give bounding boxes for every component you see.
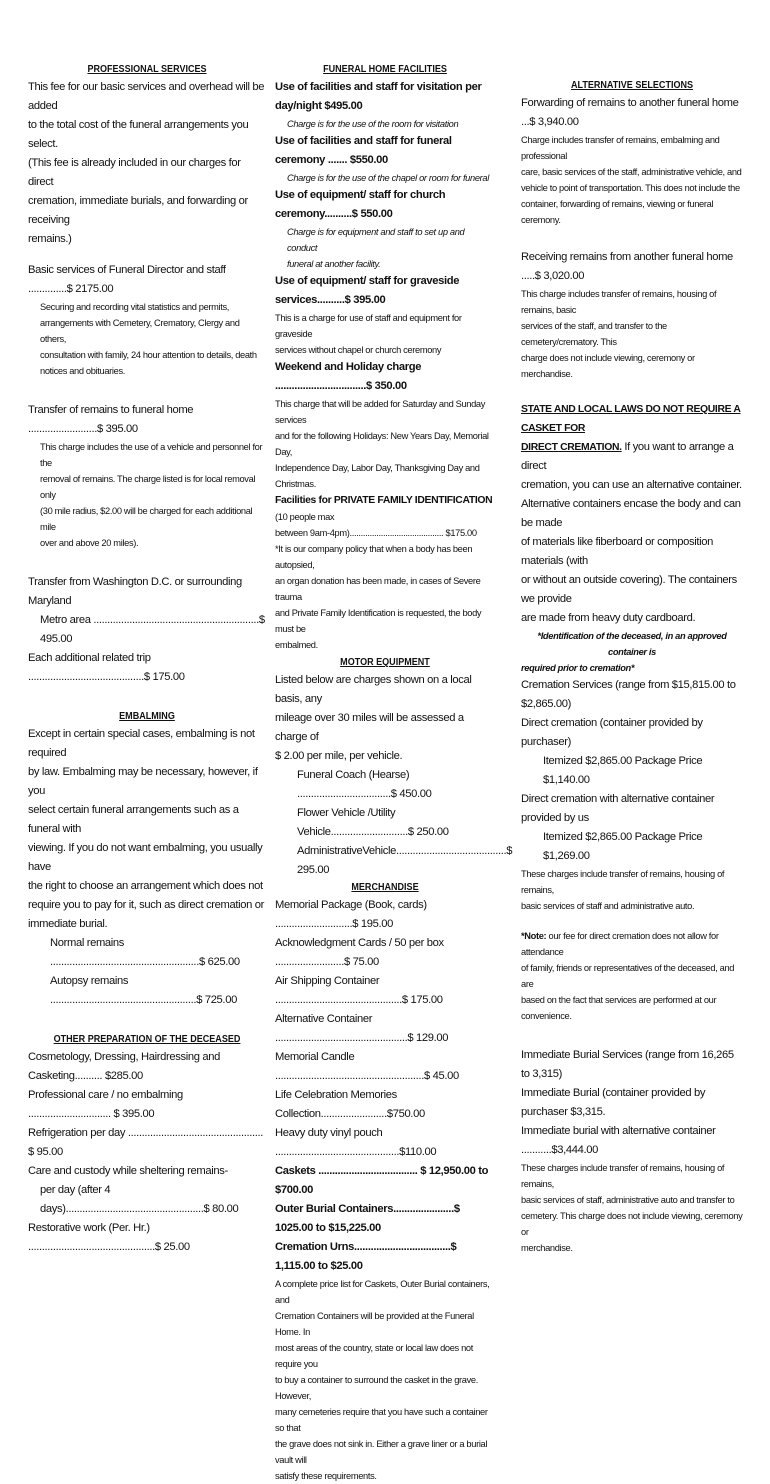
immediate-burial-alternative: Immediate burial with alternative container ...........$3,444.00 (521, 1125, 716, 1156)
direct-cremation-label: DIRECT CREMATION. (521, 442, 622, 453)
intro-line: cremation, immediate burials, and forwarding or receiving (28, 195, 248, 226)
basic-services-price: Basic services of Funeral Director and staff ..............$ 2175.00 (28, 264, 226, 295)
intro-line: This fee for our basic services and overhead will be added (28, 81, 265, 112)
receiving-desc-line: charge does not include viewing, ceremony or merchandise. (521, 353, 695, 379)
other-line: Cosmetology, Dressing, Hairdressing and Casketing.......... $285.00 (28, 1051, 220, 1082)
normal-remains-price: Normal remains ......................................................$ 625.00 (50, 937, 240, 968)
professional-intro (28, 78, 266, 249)
ceremony-price: Use of facilities and staff for funeral ceremony ....... $550.00 (275, 135, 452, 166)
caskets-price: Caskets .................................... $ 12,950.00 to $700.00 (275, 1165, 489, 1196)
merchandise-desc-line: satisfy these requirements. (275, 1471, 377, 1481)
cremation-desc-line: basic services of staff and administrative auto. (521, 901, 695, 911)
direct-cremation-line (521, 438, 743, 476)
state-text-line: or without an outside covering). The containers we provide (521, 574, 737, 605)
ceremony-desc: Charge is for the use of the chapel or room for funeral (287, 173, 489, 183)
note-line: convenience. (521, 1011, 572, 1021)
merchandise-desc-line: A complete price list for Caskets, Outer Burial containers, and (275, 1279, 490, 1305)
merchandise-desc-line: the grave does not sink in. Either a grave liner or a burial vault will (275, 1439, 488, 1465)
embalming-heading: EMBALMING (119, 710, 175, 722)
desc-line: consultation with family, 24 hour attention to details, death (40, 350, 257, 360)
transfer-desc (28, 439, 266, 551)
policy-note-line: embalmed. (275, 640, 318, 650)
cremation-desc-line: These charges include transfer of remains, housing of remains, (521, 869, 725, 895)
merchandise-item: Heavy duty vinyl pouch .............................................$110.00 (275, 1127, 437, 1158)
washington-transfer: Transfer from Washington D.C. or surrounding Maryland (28, 576, 242, 607)
private-identification-price: between 9am-4pm).......................................... $175.00 (275, 528, 477, 538)
text-line: the right to choose an arrangement which does not (28, 880, 263, 892)
other-line: Professional care / no embalming .............................. $ 395.00 (28, 1089, 183, 1120)
church-desc-line: Charge is for equipment and staff to set up and conduct (287, 227, 465, 253)
motor-intro-line: mileage over 30 miles will be assessed a charge of (275, 712, 464, 743)
restorative-price: Restorative work (Per. Hr.) ..............................................$ 25.00 (28, 1222, 190, 1253)
visitation-price: Use of facilities and staff for visitation per day/night $495.00 (275, 81, 482, 112)
immediate-burial-purchaser: Immediate Burial (container provided by purchaser $3,315. (521, 1087, 706, 1118)
note-text: our fee for direct cremation does not allow for attendance (521, 931, 719, 957)
merchandise-item: Memorial Candle ......................................................$ 45.00 (275, 1051, 459, 1082)
identification-note: *Identification of the deceased, in an approved container is (537, 631, 727, 657)
weekend-holiday-price: Weekend and Holiday charge .................................$ 350.00 (275, 361, 422, 392)
note-line: of family, friends or representatives of the deceased, and are (521, 963, 735, 989)
merchandise-desc-line: to buy a container to surround the casket in the grave. However, (275, 1375, 478, 1401)
motor-intro-line: $ 2.00 per mile, per vehicle. (275, 750, 403, 762)
weekend-desc-line: This charge that will be added for Saturday and Sunday services (275, 399, 486, 425)
admin-vehicle-price: AdministrativeVehicle........................................$ 295.00 (297, 845, 513, 876)
merchandise-desc-line: most areas of the country, state or local law does not require you (275, 1343, 473, 1369)
burial-desc-line: basic services of staff, administrative auto and transfer to (521, 1195, 735, 1205)
receiving-desc-line: This charge includes transfer of remains, housing of remains, basic (521, 289, 717, 315)
desc-line: over and above 20 miles). (40, 538, 139, 548)
intro-line: (This fee is already included in our charges for direct (28, 157, 241, 188)
merchandise-desc-line: Cremation Containers will be provided at the Funeral Home. In (275, 1311, 474, 1337)
motor-intro-line: Listed below are charges shown on a local basis, any (275, 674, 472, 705)
desc-line: removal of remains. The charge listed is for local removal only (40, 474, 256, 500)
state-text-line: cremation, you can use an alternative container. (521, 479, 742, 491)
basic-services-desc (28, 299, 266, 379)
desc-line: arrangements with Cemetery, Crematory, Clergy and others, (40, 318, 240, 344)
text-line: immediate burial. (28, 918, 108, 930)
merchandise-item: Air Shipping Container ..............................................$ 175.00 (275, 975, 443, 1006)
state-text-line: are made from heavy duty cardboard. (521, 612, 696, 624)
direct-cremation-purchaser: Direct cremation (container provided by purchaser) (521, 717, 703, 748)
intro-line: to the total cost of the funeral arrangements you select. (28, 119, 249, 150)
note-line: based on the fact that services are performed at our (521, 995, 717, 1005)
receiving-price: Receiving remains from another funeral home .....$ 3,020.00 (521, 251, 733, 282)
direct-cremation-alternative: Direct cremation with alternative container provided by us (521, 793, 715, 824)
note-line (521, 928, 743, 960)
forwarding-price: Forwarding of remains to another funeral home ...$ 3,940.00 (521, 97, 739, 128)
merchandise-desc-line: many cemeteries require that you have such a container so that (275, 1407, 488, 1433)
per-day-price: per day (after 4 days)..................................................$ 80.00 (40, 1184, 239, 1215)
private-identification-rest: (10 people max (275, 512, 335, 522)
direct-cremation-alternative-price: Itemized $2,865.00 Package Price $1,269.00 (543, 831, 703, 862)
merchandise-item: Alternative Container ................................................$ 129.00 (275, 1013, 449, 1044)
alternative-selections-heading: ALTERNATIVE SELECTIONS (570, 79, 694, 91)
additional-trip-price: Each additional related trip ..........................................$ 175.00 (28, 652, 185, 683)
graveside-desc-line: This is a charge for use of staff and equipment for graveside (275, 313, 462, 339)
church-desc-line: funeral at another facility. (287, 259, 381, 269)
column-left (28, 62, 266, 1257)
cremation-services-range: Cremation Services (range from $15,815.00 to $2,865.00) (521, 679, 736, 710)
desc-line: notices and obituaries. (40, 366, 125, 376)
policy-note-line: and Private Family Identification is requested, the body must be (275, 608, 482, 634)
outer-burial-price: Outer Burial Containers......................$ 1025.00 to $15,225.00 (275, 1203, 460, 1234)
merchandise-heading: MERCHANDISE (351, 881, 419, 893)
other-line: Refrigeration per day ................................................. $ 95.00 (28, 1127, 264, 1158)
weekend-desc-line: and for the following Holidays: New Years Day, Memorial Day, (275, 431, 489, 457)
text-line: select certain funeral arrangements such as a funeral with (28, 804, 239, 835)
motor-equipment-heading: MOTOR EQUIPMENT (340, 656, 430, 668)
graveside-desc-line: services without chapel or church ceremony (275, 345, 442, 355)
merchandise-item: Acknowledgment Cards / 50 per box .........................$ 75.00 (275, 937, 444, 968)
autopsy-remains-price: Autopsy remains .....................................................$ 725.00 (50, 975, 237, 1006)
facilities-heading: FUNERAL HOME FACILITIES (323, 63, 447, 75)
burial-desc-line: merchandise. (521, 1243, 573, 1253)
funeral-coach-price: Funeral Coach (Hearse) ..................................$ 450.00 (297, 769, 432, 800)
identification-note: required prior to cremation* (521, 663, 635, 673)
merchandise-item: Life Celebration Memories Collection........................$750.00 (275, 1089, 425, 1120)
direct-cremation-purchaser-price: Itemized $2,865.00 Package Price $1,140.00 (543, 755, 703, 786)
state-text-line: of materials like fiberboard or composition materials (with (521, 536, 714, 567)
forwarding-desc-line: Charge includes transfer of remains, embalming and professional (521, 135, 720, 161)
direct-cremation-rest: If you want to arrange a direct (521, 441, 734, 472)
other-line: Care and custody while sheltering remains- (28, 1165, 228, 1177)
text-line: by law. Embalming may be necessary, however, if you (28, 766, 258, 797)
state-text-line: Alternative containers encase the body and can be made (521, 498, 741, 529)
receiving-desc-line: services of the staff, and transfer to the cemetery/crematory. This (521, 321, 667, 347)
burial-desc-line: These charges include transfer of remains, housing of remains, (521, 1163, 725, 1189)
intro-line: remains.) (28, 233, 72, 245)
note-label: *Note: (521, 931, 547, 941)
forwarding-desc-line: vehicle to point of transportation. This does not include the (521, 183, 740, 193)
policy-note-line: *It is our company policy that when a body has been autopsied, (275, 544, 473, 570)
immediate-burial-range: Immediate Burial Services (range from 16,265 to 3,315) (521, 1049, 734, 1080)
forwarding-desc-line: container, forwarding of remains, viewing or funeral ceremony. (521, 199, 714, 225)
desc-line: Securing and recording vital statistics and permits, (40, 302, 230, 312)
cremation-urns-price: Cremation Urns...................................$ 1,115.00 to $25.00 (275, 1241, 457, 1272)
burial-desc-line: cemetery. This charge does not include viewing, ceremony or (521, 1211, 743, 1237)
professional-services-heading: PROFESSIONAL SERVICES (87, 63, 207, 75)
private-identification (275, 492, 495, 525)
text-line: require you to pay for it, such as direct cremation or (28, 899, 265, 911)
policy-note-line: an organ donation has been made, in cases of Severe trauma (275, 576, 481, 602)
forwarding-desc-line: care, basic services of the staff, administrative vehicle, and (521, 167, 742, 177)
transfer-price: Transfer of remains to funeral home .........................$ 395.00 (28, 404, 194, 435)
desc-line: This charge includes the use of a vehicle and personnel for the (40, 442, 263, 468)
merchandise-item: Memorial Package (Book, cards) ............................$ 195.00 (275, 899, 427, 930)
visitation-desc: Charge is for the use of the room for visitation (287, 119, 459, 129)
metro-area-price: Metro area ............................................................$ 495.00 (40, 614, 265, 645)
desc-line: (30 mile radius, $2.00 will be charged for each additional mile (40, 506, 253, 532)
state-laws-heading: STATE AND LOCAL LAWS DO NOT REQUIRE A CASKET FOR (521, 404, 741, 434)
embalming-text (28, 725, 266, 934)
text-line: viewing. If you do not want embalming, you usually have (28, 842, 263, 873)
column-right (521, 62, 743, 1256)
private-identification-label: Facilities for PRIVATE FAMILY IDENTIFICATION (275, 495, 493, 506)
weekend-desc-line: Independence Day, Labor Day, Thanksgiving Day and Christmas. (275, 463, 480, 489)
text-line: Except in certain special cases, embalming is not required (28, 728, 255, 759)
graveside-price: Use of equipment/ staff for graveside services..........$ 395.00 (275, 275, 460, 306)
flower-vehicle-price: Flower Vehicle /Utility Vehicle............................$ 250.00 (297, 807, 449, 838)
other-preparation-heading: OTHER PREPARATION OF THE DECEASED (53, 1033, 241, 1045)
column-middle (275, 62, 513, 1484)
church-ceremony-price: Use of equipment/ staff for church ceremony..........$ 550.00 (275, 189, 446, 220)
